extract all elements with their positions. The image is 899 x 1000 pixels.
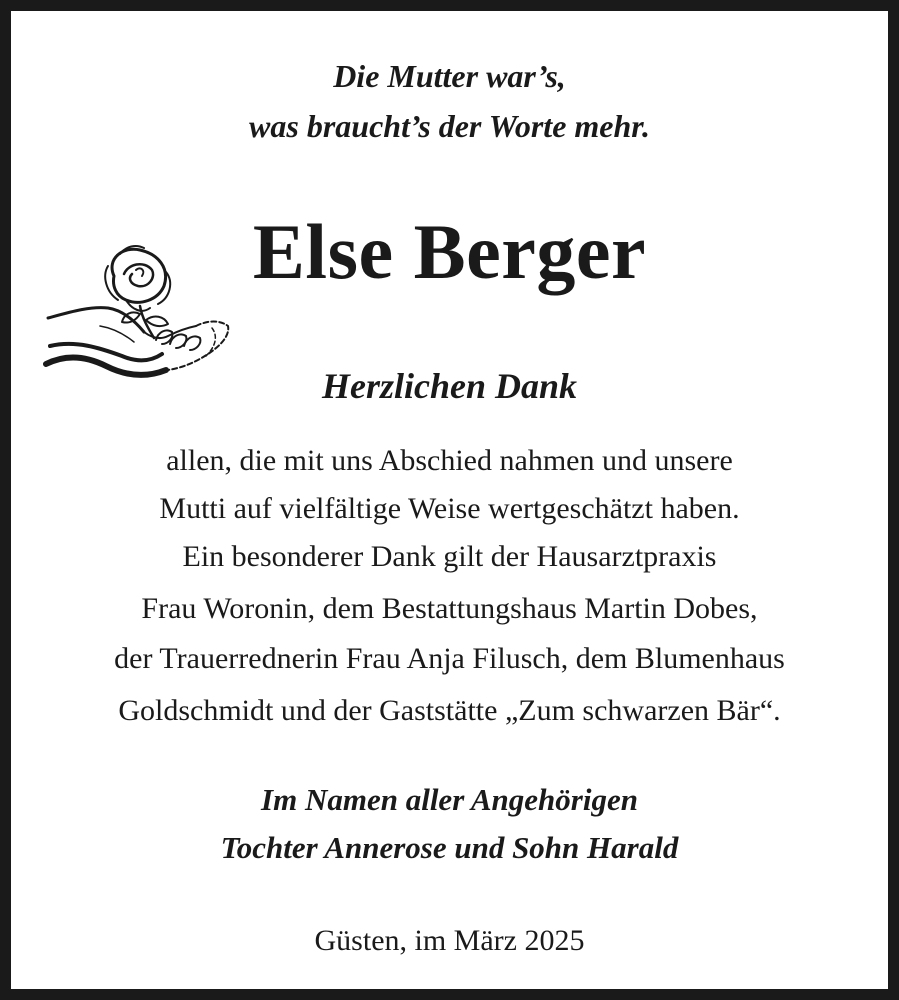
thanks-heading: Herzlichen Dank: [321, 366, 578, 406]
body-line-2: Mutti auf vielfältige Weise wertgeschätzt haben.: [159, 492, 740, 525]
deceased-name: Else Berger: [252, 208, 647, 295]
body-line-6: Goldschmidt und der Gaststätte „Zum schwarzen Bär“.: [118, 694, 781, 727]
body-line-4: Frau Woronin, dem Bestattungshaus Martin Dobes,: [141, 592, 758, 625]
place-date: Güsten, im März 2025: [314, 924, 585, 957]
body-line-5: der Trauerrednerin Frau Anja Filusch, dem Blumenhaus: [114, 642, 785, 675]
body-line-1: allen, die mit uns Abschied nahmen und unsere: [166, 444, 733, 477]
motto-line-2: was braucht’s der Worte mehr.: [249, 108, 650, 144]
signature-line-2: Tochter Annerose und Sohn Harald: [220, 830, 679, 865]
motto-line-1: Die Mutter war’s,: [333, 58, 566, 94]
signature-line-1: Im Namen aller Angehörigen: [261, 782, 638, 817]
body-line-3: Ein besonderer Dank gilt der Hausarztpraxis: [182, 540, 717, 573]
